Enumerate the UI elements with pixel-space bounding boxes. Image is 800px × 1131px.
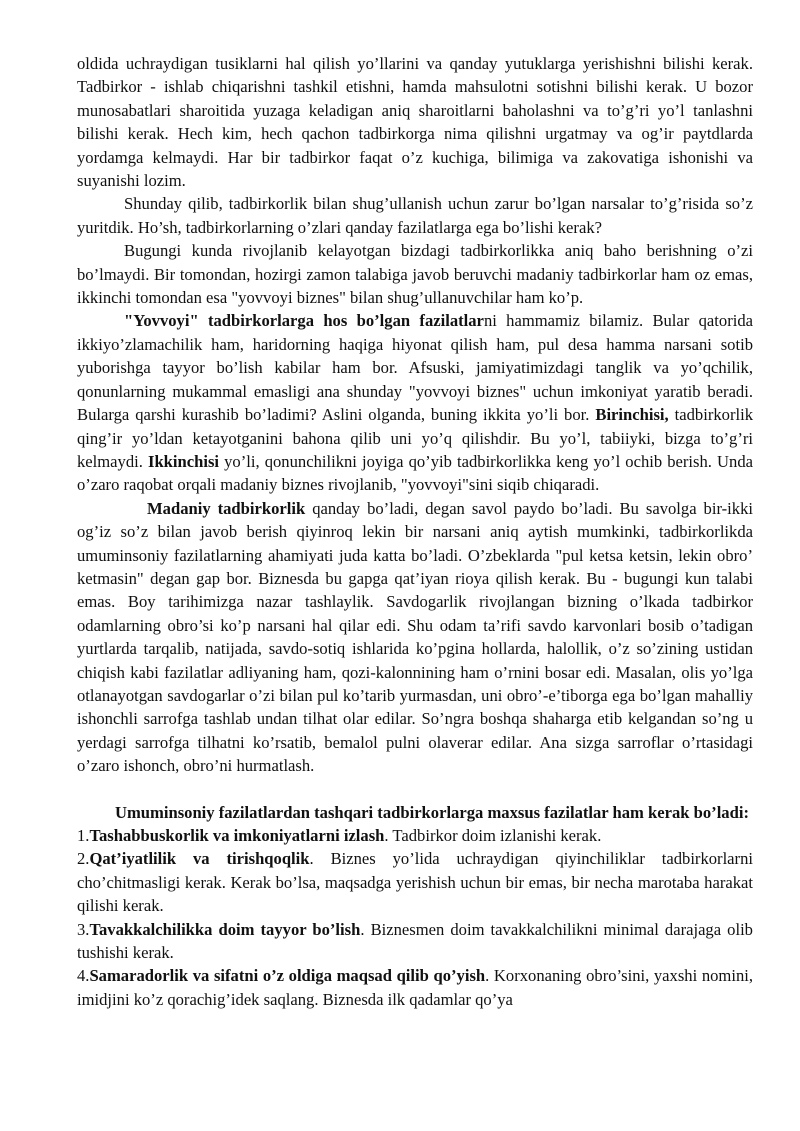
cultured-business-text: qanday bo’ladi, degan savol paydo bo’ladi. Bu savolga bir-ikki og’iz so’z bilan javob berish qiyinroq lekin bir narsani aniq aytish mumkinki, tadbirkorlikda umuminsoniy fazilatlarning ahamiyati juda katta bo’ladi. O’zbeklarda "pul ketsa ketsin, lekin obro’ ketmasin" degan gap bor. Biznesda bu gapga qat’iyan rioya qilish kerak. Bu - bugungi kun talabi emas. Boy tarihimizga nazar tashlaylik. Savdogarlik rivojlangan bizning o’lkada tadbirkor odamlarning obro’si ko’p narsani hal qilar edi. Shu odam ta’rifi savdo karvonlari bosib o’tadigan yurtlarda tarqalib, natijada, savdo-sotiq ishlarida ko’pgina hollarda, halollik, o’z so’zining ustidan chiqish kabi fazilatlar adliyaning ham, qozi-kalonnining ham o’rnini bosar edi. Masalan, olis yo’lga otlanayotgan savdogarlar o’zi bilan pul ko’tarib yurmasdan, uni obro’-e’tiborga ega bo’lgan mahalliy ishonchli sarrofga tashlab undan tilhat olar edilar. So’ngra boshqa shaharga etib kelgandan so’ng u yerdagi sarrofga tilhatni ko’rsatib, bemalol pulni olaverar edilar. Ana sizga sarroflar o’rtasidagi o’zaro ishonch, obro’ni hurmatlash. — [77, 498, 753, 776]
second-way-term: Ikkinchisi — [148, 451, 220, 471]
section-heading-text: Umuminsoniy fazilatlardan tashqari tadbirkorlarga maxsus fazilatlar ham kerak bo’ladi: — [115, 802, 749, 822]
list-item-text: . Biznesmen doim tavakkalchilikni minimal darajaga olib tushishi kerak. — [77, 919, 753, 963]
list-item-text: . Tadbirkor doim izlanishi kerak. — [384, 826, 602, 845]
list-item — [77, 824, 753, 847]
cultured-business-term: Madaniy tadbirkorlik — [147, 498, 306, 518]
list-item-number: 2. — [77, 849, 90, 869]
document-page — [77, 52, 753, 1011]
list-item-title: Tavakkalchilikka doim tayyor bo’lish — [89, 919, 361, 939]
paragraph-assessment: Bugungi kunda rivojlanib kelayotgan bizdagi tadbirkorlikka aniq baho berishning o’zi bo’lmaydi. Bir tomondan, hozirgi zamon talabiga javob beruvchi madaniy tadbirkorlar ham oz emas, ikkinchi tomondan esa "yovvoyi biznes" bilan shug’ullanuvchilar ham ko’p. — [77, 241, 753, 308]
wild-business-text: ni hammamiz bilamiz. Bular qatorida ikkiyo’zlamachilik ham, haridorning haqiga hiyonat qilish ham, pul desa hamma narsani sotib yuborishga tayyor bo’lish kabilar ham bor. Afsuski, jamiyatimizdagi tanglik va yo’qchilik, qonunlarning mukammal emasligi ana shunday "yovvoyi biznes" uchun imkoniyat yaratib beradi. Bularga qarshi kurashib bo’ladimi? Aslini olganda, buning ikkita yo’li bor. — [77, 311, 753, 425]
list-item-number: 3. — [77, 919, 90, 939]
list-item-text: . Biznes yo’lida uchraydigan qiyinchiliklar tadbirkorlarni cho’chitmasligi kerak. Kerak bo’lsa, maqsadga yerishish uchun bir emas, bir necha marotaba harakat qilishi kerak. — [77, 849, 753, 916]
blank-line — [77, 778, 753, 801]
list-item-number: 4. — [77, 966, 90, 986]
paragraph-summary: Shunday qilib, tadbirkorlik bilan shug’ullanish uchun zarur bo’lgan narsalar to’g’risida so’z yuritdik. Ho’sh, tadbirkorlarning o’zlari qanday fazilatlarga ega bo’lishi kerak? — [77, 194, 753, 237]
list-item-title: Qat’iyatlilik va tirishqoqlik — [89, 849, 310, 869]
wild-business-term: "Yovvoyi" tadbirkorlarga hos bo’lgan fazilatlar — [124, 311, 484, 331]
list-item — [77, 847, 753, 917]
list-item — [77, 964, 753, 1011]
list-item-title: Samaradorlik va sifatni o’z oldiga maqsad qilib qo’yish — [89, 966, 486, 986]
second-way-text: yo’li, qonunchilikni joyiga qo’yib tadbirkorlikka keng yo’l ochib berish. Unda o’zaro raqobat orqali madaniy biznes rivojlanib, "yovvoyi"sini siqib chiqaradi. — [77, 451, 753, 495]
list-item-number: 1. — [77, 826, 90, 845]
first-way-term: Birinchisi, — [595, 405, 669, 425]
paragraph-cultured-business — [77, 497, 753, 778]
section-heading — [77, 801, 753, 824]
list-item-title: Tashabbuskorlik va imkoniyatlarni izlash — [89, 826, 385, 845]
paragraph-intro: oldida uchraydigan tusiklarni hal qilish yo’llarini va qanday yutuklarga yerishishni bilishi kerak. Tadbirkor - ishlab chiqarishni tashkil etishni, hamda mahsulotni sotishni bilishi kerak. U bozor munosabatlari sharoitida yuzaga keladigan aniq sharoitlarni baholashni va to’g’ri yo’l tanlashni bilishi kerak. Hech kim, hech qachon tadbirkorga nima qilishni urgatmay va og’ir paytdlarda yordamga kelmaydi. Har bir tadbirkor faqat o’z kuchiga, bilimiga va zakovatiga ishonishi va suyanishi lozim. — [77, 54, 753, 191]
paragraph-wild-business — [77, 309, 753, 496]
list-item — [77, 918, 753, 965]
first-way-text: tadbirkorlik qing’ir yo’ldan ketayotganini bahona qilib uni yo’q qilishdir. Bu yo’l, tabiiyki, bizga to’g’ri kelmaydi. — [77, 405, 753, 471]
list-item-text: . Korxonaning obro’sini, yaxshi nomini, imidjini ko’z qorachig’idek saqlang. Biznesda ilk qadamlar qo’ya — [77, 966, 754, 1009]
